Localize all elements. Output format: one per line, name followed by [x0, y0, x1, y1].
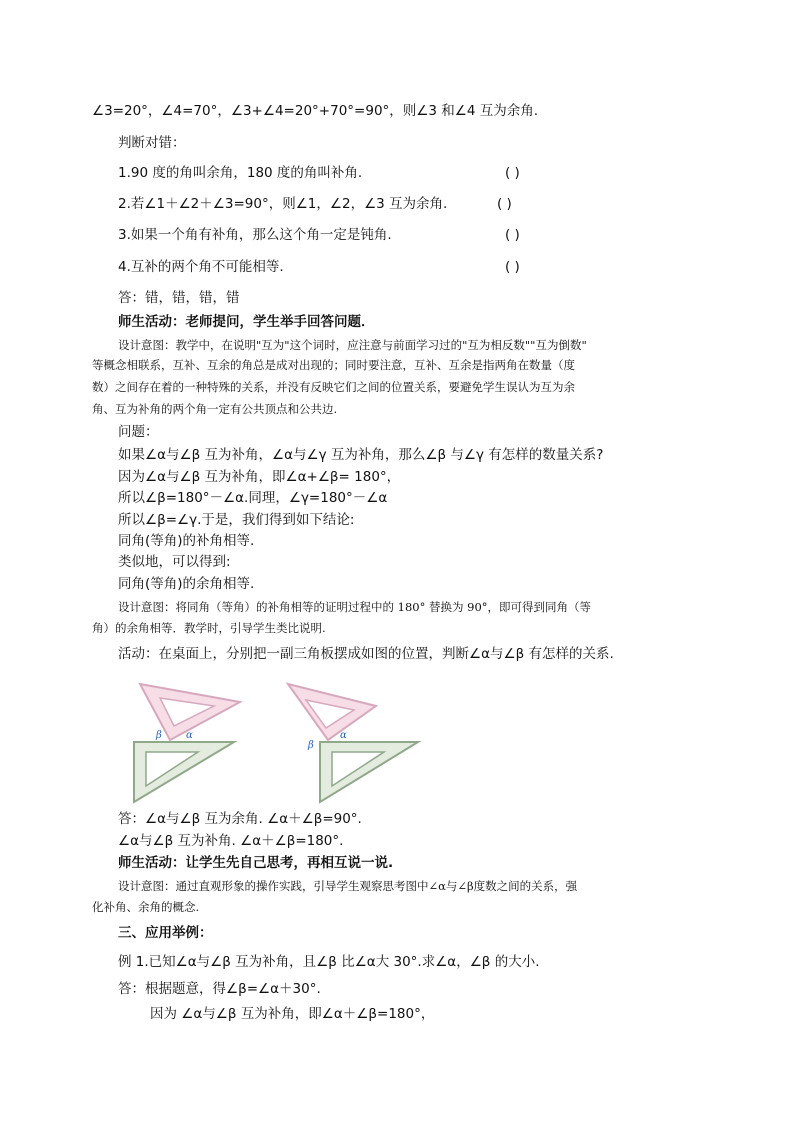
- judge-item-4: 4.互补的两个角不可能相等.: [118, 259, 284, 275]
- judge-paren-3: ( ): [505, 227, 520, 243]
- design-intent-1-line-1: 设计意图：教学中，在说明"互为"这个词时，应注意与前面学习过的"互为相反数""互为倒数": [118, 338, 587, 352]
- teacher-activity-2: 师生活动：让学生先自己思考，再相互说一说.: [118, 855, 394, 871]
- figure-right: [288, 684, 418, 802]
- design-intent-1-line-3: 数）之间存在着的一种特殊的关系，并没有反映它们之间的位置关系，要避免学生误认为互为余: [92, 380, 575, 394]
- question-line-2: 因为∠α与∠β 互为补角，即∠α+∠β= 180°，: [118, 469, 401, 485]
- design-intent-1-line-2: 等概念相联系，互补、互余的角总是成对出现的；同时要注意，互补、互余是指两角在数量（度: [92, 358, 575, 372]
- judge-item-3: 3.如果一个角有补角，那么这个角一定是钝角.: [118, 227, 392, 243]
- conclusion-supplement: 同角(等角)的补角相等.: [118, 533, 255, 549]
- triangle-rulers-figure: [128, 676, 428, 806]
- design-intent-1-line-4: 角、互为补角的两个角一定有公共顶点和公共边.: [92, 402, 338, 416]
- design-intent-3-line-1: 设计意图：通过直观形象的操作实践，引导学生观察思考图中∠α与∠β度数之间的关系，强: [118, 879, 578, 893]
- question-title: 问题：: [118, 424, 159, 440]
- solution-line-2: 因为 ∠α与∠β 互为补角，即∠α＋∠β=180°，: [150, 1006, 435, 1022]
- design-intent-2-line-2: 角）的余角相等．教学时，引导学生类比说明.: [92, 621, 326, 635]
- judge-paren-4: ( ): [505, 259, 520, 275]
- beta-label-left: β: [156, 730, 162, 741]
- judge-paren-2: ( ): [497, 196, 512, 212]
- question-line-3: 所以∠β=180°－∠α.同理，∠γ=180°－∠α: [118, 490, 388, 506]
- answer-1: 答：错，错，错，错: [118, 290, 240, 306]
- answer-2-line-1: 答：∠α与∠β 互为余角. ∠α＋∠β=90°.: [118, 811, 362, 827]
- activity-line: 活动：在桌面上，分别把一副三角板摆成如图的位置，判断∠α与∠β 有怎样的关系.: [118, 646, 614, 662]
- question-line-6: 类似地，可以得到:: [118, 554, 231, 570]
- answer-2-line-2: ∠α与∠β 互为补角. ∠α＋∠β=180°.: [118, 833, 344, 849]
- question-line-1: 如果∠α与∠β 互为补角，∠α与∠γ 互为补角，那么∠β 与∠γ 有怎样的数量关系?: [118, 447, 604, 463]
- judge-paren-1: ( ): [505, 165, 520, 181]
- alpha-label-right: α: [340, 730, 347, 741]
- judge-title: 判断对错：: [118, 135, 186, 151]
- teacher-activity-1: 师生活动：老师提问，学生举手回答问题．: [118, 314, 375, 330]
- alpha-label-left: α: [186, 730, 193, 741]
- judge-item-2: 2.若∠1＋∠2＋∠3=90°，则∠1，∠2，∠3 互为余角.: [118, 196, 448, 212]
- design-intent-2-line-1: 设计意图：将同角（等角）的补角相等的证明过程中的 180° 替换为 90°，即可得到同角（等: [118, 600, 592, 614]
- angles-line: ∠3=20°，∠4=70°，∠3+∠4=20°+70°=90°，则∠3 和∠4 互为余角.: [92, 103, 539, 119]
- solution-line-1: 答：根据题意，得∠β=∠α＋30°.: [118, 981, 321, 997]
- design-intent-3-line-2: 化补角、余角的概念.: [92, 900, 200, 914]
- section-three-heading: 三、应用举例：: [118, 925, 213, 941]
- example-1: 例 1.已知∠α与∠β 互为补角，且∠β 比∠α大 30°.求∠α，∠β 的大小.: [118, 954, 540, 970]
- question-line-4: 所以∠β=∠γ.于是，我们得到如下结论:: [118, 512, 355, 528]
- beta-label-right: β: [308, 740, 314, 751]
- judge-item-1: 1.90 度的角叫余角，180 度的角叫补角.: [118, 165, 363, 181]
- figure-left: [134, 684, 240, 802]
- conclusion-complement: 同角(等角)的余角相等.: [118, 576, 255, 592]
